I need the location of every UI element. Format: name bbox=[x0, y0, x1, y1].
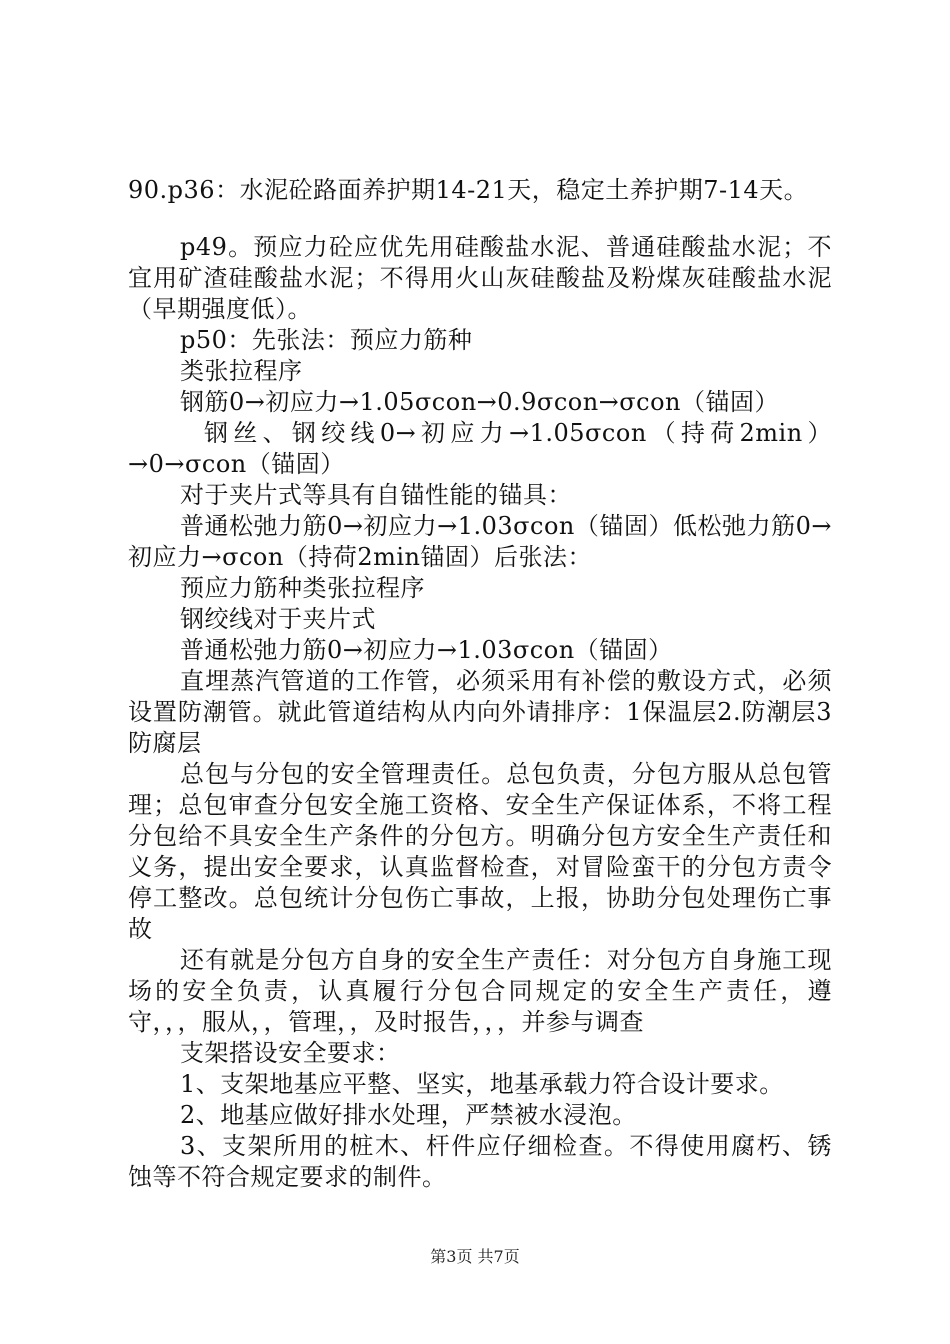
paragraph-tendon-types: 预应力筋种类张拉程序 bbox=[180, 574, 425, 602]
paragraph-wire-strand-procedure: 钢丝、钢绞线0→初应力→1.05σcon（持荷2min）→0→σcon（锚固） bbox=[128, 419, 832, 478]
paragraph-scaffold-item-2: 2、地基应做好排水处理，严禁被水浸泡。 bbox=[180, 1101, 637, 1129]
paragraph-subcontractor: 还有就是分包方自身的安全生产责任：对分包方自身施工现场的安全负责，认真履行分包合同规定的安全生产责任，遵守，，，服从，，管理，，及时报告，，，并参与调查 bbox=[128, 946, 832, 1036]
paragraph-self-anchoring: 对于夹片式等具有自锚性能的锚具： bbox=[180, 481, 572, 509]
page-number-footer: 第3页 共7页 bbox=[430, 1247, 520, 1266]
paragraph-steam-pipe: 直埋蒸汽管道的工作管，必须采用有补偿的敷设方式，必须设置防潮管。就此管道结构从内向外请排序：1保温层2.防潮层3防腐层 bbox=[128, 667, 832, 757]
paragraph-scaffold-item-3: 3、支架所用的桩木、杆件应仔细检查。不得使用腐朽、锈蚀等不符合规定要求的制件。 bbox=[128, 1132, 832, 1191]
paragraph-scaffold-heading: 支架搭设安全要求： bbox=[180, 1039, 401, 1067]
paragraph-normal-relaxation: 普通松弛力筋0→初应力→1.03σcon（锚固） bbox=[180, 636, 673, 664]
paragraph-tension-procedure: 类张拉程序 bbox=[180, 357, 303, 385]
paragraph-general-contractor: 总包与分包的安全管理责任。总包负责，分包方服从总包管理；总包审查分包安全施工资格、安全生产保证体系，不将工程分包给不具安全生产条件的分包方。明确分包方安全生产责任和义务，提出安全要求，认真监督检查，对冒险蛮干的分包方责令停工整改。总包统计分包伤亡事故，上报，协助分包处理伤亡事故 bbox=[128, 760, 832, 943]
paragraph-scaffold-item-1: 1、支架地基应平整、坚实，地基承载力符合设计要求。 bbox=[180, 1070, 784, 1098]
paragraph-prestressed-cement: p49。预应力砼应优先用硅酸盐水泥、普通硅酸盐水泥；不宜用矿渣硅酸盐水泥；不得用火山灰硅酸盐及粉煤灰硅酸盐水泥（早期强度低）。 bbox=[128, 233, 832, 323]
paragraph-pretension-heading: p50：先张法：预应力筋种 bbox=[180, 326, 473, 354]
document-body bbox=[128, 175, 832, 1193]
paragraph-strand-clip: 钢绞线对于夹片式 bbox=[180, 605, 376, 633]
paragraph-rebar-procedure: 钢筋0→初应力→1.05σcon→0.9σcon→σcon（锚固） bbox=[180, 388, 780, 416]
paragraph-gap bbox=[128, 206, 832, 232]
paragraph-relaxation-tendons: 普通松弛力筋0→初应力→1.03σcon（锚固）低松弛力筋0→初应力→σcon（持荷2min锚固）后张法： bbox=[128, 512, 832, 571]
paragraph-curing-period: 90.p36：水泥砼路面养护期14-21天，稳定土养护期7-14天。 bbox=[128, 176, 809, 204]
